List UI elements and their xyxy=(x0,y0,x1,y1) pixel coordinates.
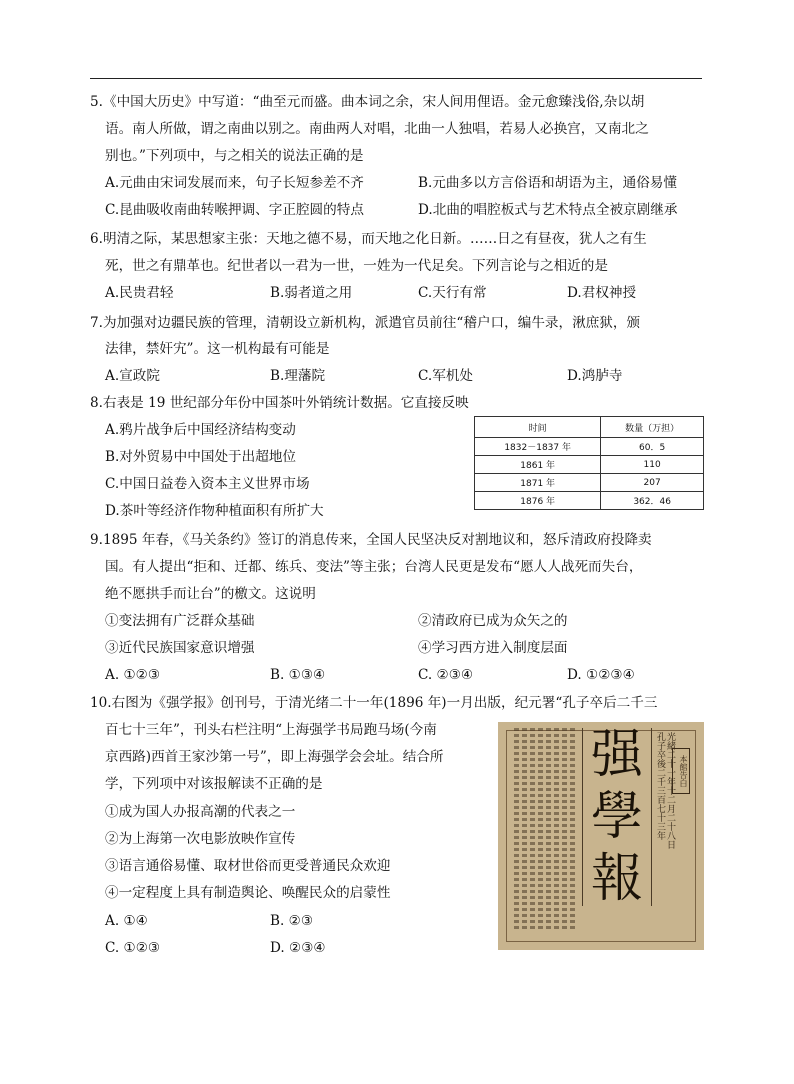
q10-item-2: ②为上海第一次电影放映作宣传 xyxy=(105,831,296,847)
table-row xyxy=(475,492,704,510)
tea-export-table xyxy=(474,416,704,510)
q8-option-b[interactable]: B.对外贸易中中国处于出超地位 xyxy=(105,449,297,465)
table-header-row xyxy=(475,417,704,438)
table-cell-quantity: 110 xyxy=(601,456,704,474)
q7-option-c[interactable]: C.军机处 xyxy=(418,368,474,384)
table-row xyxy=(475,456,704,474)
q6-stem-line-1: 6.明清之际，某思想家主张：天地之德不易，而天地之化日新。……日之有昼夜，犹人之有生 xyxy=(90,231,647,247)
q9-option-a[interactable]: A. ①②③ xyxy=(105,667,161,683)
newspaper-masthead: 强 學 報 xyxy=(590,725,643,909)
table-header-cell: 时间 xyxy=(475,417,601,438)
q5-option-a[interactable]: A.元曲由宋词发展而来，句子长短参差不齐 xyxy=(105,175,364,191)
q6-option-b[interactable]: B.弱者道之用 xyxy=(270,285,353,301)
q10-item-1: ①成为国人办报高潮的代表之一 xyxy=(105,804,296,820)
q10-stem-line-4: 学，下列项中对该报解读不正确的是 xyxy=(105,776,323,792)
q5-option-d[interactable]: D.北曲的唱腔板式与艺术特点全被京剧继承 xyxy=(418,202,678,218)
q9-option-c[interactable]: C. ②③④ xyxy=(418,667,474,683)
newspaper-text-column xyxy=(546,728,551,932)
q9-option-d[interactable]: D. ①②③④ xyxy=(567,667,635,683)
newspaper-text-column xyxy=(562,728,567,932)
q10-stem-line-3: 京西路)西首王家沙第一号”，即上海强学会会址。结合所 xyxy=(105,749,444,765)
q9-stem-line-3: 绝不愿拱手而让台”的檄文。这说明 xyxy=(105,586,316,602)
newspaper-text-column xyxy=(538,728,543,932)
q6-option-c[interactable]: C.天行有常 xyxy=(418,285,487,301)
q8-stem: 8.右表是 19 世纪部分年份中国茶叶外销统计数据。它直接反映 xyxy=(90,395,469,411)
table-cell-quantity: 60．5 xyxy=(601,438,704,456)
q10-item-3: ③语言通俗易懂、取材世俗而更受普通民众欢迎 xyxy=(105,858,391,874)
header-rule xyxy=(90,78,702,79)
q10-option-a[interactable]: A. ①④ xyxy=(105,913,148,929)
q5-option-b[interactable]: B.元曲多以方言俗语和胡语为主，通俗易懂 xyxy=(418,175,677,191)
table-cell-year: 1832－1837 年 xyxy=(475,438,601,456)
q10-item-4: ④一定程度上具有制造舆论、唤醒民众的启蒙性 xyxy=(105,885,391,901)
table-cell-quantity: 207 xyxy=(601,474,704,492)
q5-stem-line-1: 5.《中国大历史》中写道：“曲至元而盛。曲本词之余，宋人间用俚语。金元愈臻浅俗,杂以胡 xyxy=(90,94,645,110)
table-header-cell: 数量（万担） xyxy=(601,417,704,438)
newspaper-date-column-2: 光緒二十一年十二月二十八日 xyxy=(665,732,675,849)
newspaper-date-column: 孔子卒後二千三百七十三年 xyxy=(655,732,665,840)
q7-option-b[interactable]: B.理藩院 xyxy=(270,368,326,384)
newspaper-text-column xyxy=(514,728,519,932)
q6-stem-line-2: 死，世之有鼎革也。纪世者以一君为一世，一姓为一代足矣。下列言论与之相近的是 xyxy=(105,258,608,274)
q10-stem-line-1: 10.右图为《强学报》创刊号，于清光绪二十一年(1896 年)一月出版，纪元署“孔子卒后二千三 xyxy=(90,695,658,711)
q8-option-c[interactable]: C.中国日益卷入资本主义世界市场 xyxy=(105,476,310,492)
q9-item-2: ②清政府已成为众矢之的 xyxy=(418,613,568,629)
q7-option-d[interactable]: D.鸿胪寺 xyxy=(567,368,623,384)
newspaper-stamp: 本館告白 xyxy=(672,748,690,794)
newspaper-text-column xyxy=(530,728,535,932)
q10-option-c[interactable]: C. ①②③ xyxy=(105,940,161,956)
newspaper-text-column xyxy=(522,728,527,932)
q10-option-d[interactable]: D. ②③④ xyxy=(270,940,326,956)
q7-stem-line-1: 7.为加强对边疆民族的管理，清朝设立新机构，派遣官员前往“稽户口，编牛录，湫庶狱，颁 xyxy=(90,315,641,331)
q9-option-b[interactable]: B. ①③④ xyxy=(270,667,326,683)
q10-option-b[interactable]: B. ②③ xyxy=(270,913,314,929)
table-row xyxy=(475,438,704,456)
q9-stem-line-1: 9.1895 年春，《马关条约》签订的消息传来，全国人民坚决反对割地议和，怒斥清政府投降卖 xyxy=(90,532,652,548)
newspaper-text-column xyxy=(570,728,575,932)
q6-option-d[interactable]: D.君权神授 xyxy=(567,285,637,301)
table-cell-quantity: 362．46 xyxy=(601,492,704,510)
q9-item-1: ①变法拥有广泛群众基础 xyxy=(105,613,255,629)
qiangxuebao-newspaper-image xyxy=(498,722,704,950)
q5-option-c[interactable]: C.昆曲吸收南曲转喉押调、字正腔圆的特点 xyxy=(105,202,364,218)
table-row xyxy=(475,474,704,492)
q9-item-3: ③近代民族国家意识增强 xyxy=(105,640,255,656)
q10-stem-line-2: 百七十三年”，刊头右栏注明“上海强学书局跑马场(今南 xyxy=(105,722,437,738)
q6-option-a[interactable]: A.民贵君轻 xyxy=(105,285,174,301)
table-cell-year: 1861 年 xyxy=(475,456,601,474)
q9-item-4: ④学习西方进入制度层面 xyxy=(418,640,568,656)
newspaper-text-column xyxy=(554,728,559,932)
q9-stem-line-2: 国。有人提出“拒和、迁都、练兵、变法”等主张；台湾人民更是发布“愿人人战死而失台， xyxy=(105,559,643,575)
q8-option-d[interactable]: D.茶叶等经济作物种植面积有所扩大 xyxy=(105,503,324,519)
table-cell-year: 1876 年 xyxy=(475,492,601,510)
q5-stem-line-2: 语。南人所做，谓之南曲以别之。南曲两人对唱，北曲一人独唱，若易人必换宫，又南北之 xyxy=(105,121,649,137)
q7-option-a[interactable]: A.宣政院 xyxy=(105,368,160,384)
q5-stem-line-3: 别也。”下列项中，与之相关的说法正确的是 xyxy=(105,148,364,164)
table-cell-year: 1871 年 xyxy=(475,474,601,492)
q7-stem-line-2: 法律，禁奸宄”。这一机构最有可能是 xyxy=(105,341,330,357)
q8-option-a[interactable]: A.鸦片战争后中国经济结构变动 xyxy=(105,422,296,438)
